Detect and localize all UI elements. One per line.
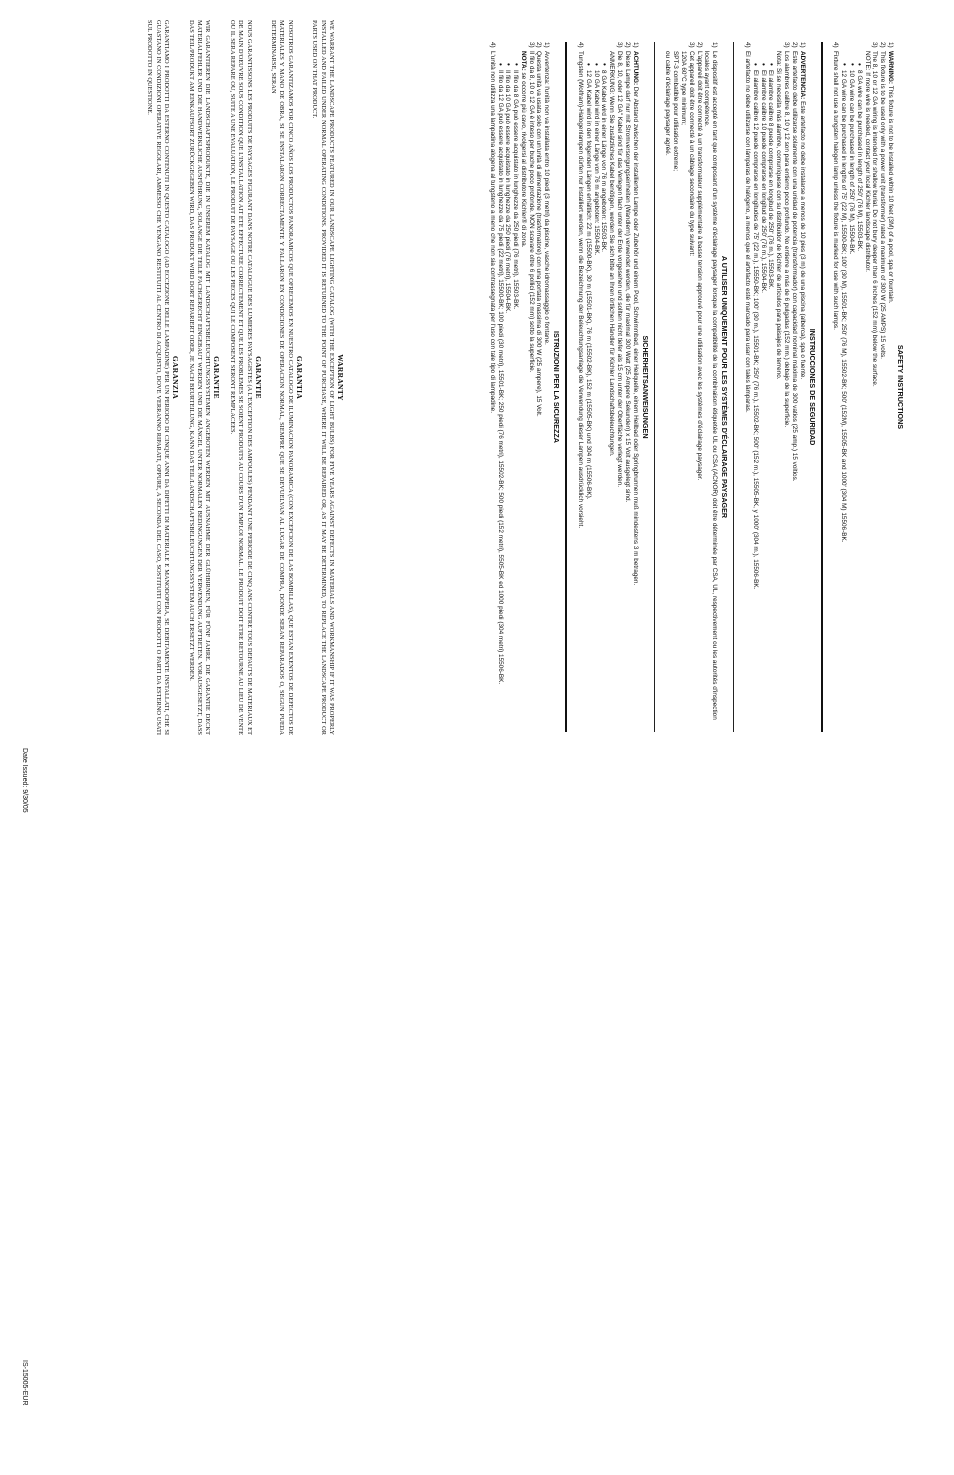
list-item: • 12 GA wire can be purchased in lengths of 75' (22 M), 15500-BK; 100' (30 M), 15501-BK; 250' (76 M), 15502-BK; 500' (152M), 15505-BK and 1000' (304 M) 15506-BK. bbox=[839, 63, 847, 732]
list-item: • Il filo da 8 GA può essere acquistato in lunghezze da 250 piedi (76 metri), 15503-BK. bbox=[511, 63, 519, 732]
list-item: 3) Die 8, 10, oder 12 GA" Kabel sind für das Verlegen flach unter der Erde vorgesehen und sollten nicht tiefer als 15 cm unter der Oberfläche verlegt werden. ANMERKUNG: Wenn Sie zusätzliches Kabel benötigen, werden Sie sich bitte an Ihren örtlichen Händler für Kichler Landschaftsbeleuchtungen. • 8 GA Kabel wird in einer Länge von 76 m angeboten: 15503-BK. • 10 GA Kabel wird in einer Länge von 76 m angeboten: 15504-BK. • 12 GA Kabel wird in den folgenden Längen erhältlich: 22 m (15500-BK), 30 m (15501-BK), 76 m (15502-BK), 152 m (15505-BK) und 304 m (15506-BK). bbox=[584, 42, 623, 732]
safety-list-fr bbox=[664, 42, 719, 732]
note: NOTE: If more wire is needed, contact your local Kichler landscape distributor. bbox=[863, 51, 871, 272]
list-item: 3) Il filo da 8, 10 o 12 GA è inteso per buche poco profonde. NON scavare oltre 6 pollici (152 mm) sotto la superficie. NOTA: se occorre più cavo, rivolgersi al distributore Kichler® di zona. • Il filo da 8 GA può essere acquistato in lunghezze da 250 piedi (76 metri), 15503-BK. • Il filo da 10 GA può essere acquistato in lunghezze da 250 piedi (76 metri), 15504-BK. • Il filo da 12 GA può essere acquistato in lunghezze da 75 piedi (22 metri), 15500-BK; 100 piedi (30 metri), 15501-BK; 250 piedi (76 metri), 15502-BK; 500 piedi (152 metri), 5505-BK ed 1000 piedi (304 metri) 15506-BK. bbox=[496, 42, 535, 732]
divider bbox=[654, 42, 655, 732]
list-item: • Il filo da 12 GA può essere acquistato in lunghezze da 75 piedi (22 metri), 15500-BK; 100 piedi (30 metri), 15501-BK; 250 piedi (76 metri), 15502-BK; 500 piedi (152 metri), 5505-BK ed 1000 piedi (304 metri) 15506-BK. bbox=[496, 63, 504, 732]
list-item: • 8 GA wire can be purchased in length of 250' (76 M), 15503-BK. bbox=[855, 63, 863, 732]
divider bbox=[733, 42, 734, 732]
list-item: 2) Diese Lampe darf nur mit Stromversorgungseinheiten (Wandlern) verwendet werden, die für maximal 300 Watt (25 Ampere Sekunden) x 15 Volt ausgelegt sind. bbox=[623, 42, 631, 503]
divider bbox=[565, 42, 567, 732]
warranty-title: GARANTIA bbox=[294, 355, 304, 400]
list-item: • Il filo da 10 GA può essere acquistato in lunghezze da 250 piedi (76 metri), 15504-BK. bbox=[504, 63, 512, 732]
safety-list-en bbox=[832, 42, 894, 732]
divider bbox=[821, 42, 823, 732]
list-item: 1) Avvertenza: l'unità non va installata entro 10 piedi (3 metri) da piscine, vasche idromassaggio o fontane. bbox=[543, 42, 551, 345]
warranty-text: NOSOTROS GARANTIZAMOS POR CINCO AÑOS LOS PRODUCTOS PANORAMICOS QUE OFRECEMOS EN NUESTRO CATALOGO DE ILUMINACION PANORAMICA (CON EXCEPCION DE LAS BOMBILLAS), QUE ESTAN EXENTOS DE DEFECTOS DE MATERIALES Y MANO DE OBRA, SI SE INSTALARON CORRECTAMENTE Y FALLARON EN CONDICIONES DE OPERACION NORMAL, SIEMPRE QUE SE DEVUELVAN AL LUGAR DE COMPRA, DONDE SERAN REPARADOS O, SEGUN PUEDA DETERMINARSE, SERAN bbox=[269, 20, 294, 735]
list-item: • 10 GA wire can be purchased in length of 250' (76 M), 15504-BK. bbox=[847, 63, 855, 732]
warranty-title: GARANZIA bbox=[171, 355, 181, 400]
safety-section-en bbox=[828, 42, 905, 732]
warranty-section bbox=[65, 20, 345, 735]
warranty-title: GARANTIE bbox=[212, 356, 222, 399]
warranty-text: WIR GARANTIEREN DIE LANDSCHAFTSPRODUKTE, DIE IN UNSEREM KATALOG MIT LANDSCHAFTSBELEUCHTUNGSSYSTEMEN ANGEBOTEN WERDEN MIT AUSNAHME DER GLÜHBIRNEN, FÜR FÜNF JAHRE. DIE GARANTIE DECKT MATERIALFEHLER UND DIE HANDWERKLICHE AUSFÜHRUNG, SOLANGE DIE TEILE FACHGERECHT EINGEBAUT WERDEN UND DIE MÄNGEL UNTER NORMALEN BEDINGUNGEN DER VERWENDUNG AUFTRETEN. VORAUSGESETZT, DASS DAS TEIL/PRODUKT AM EINKAUFSORT ZURÜCKGEGEBEN WIRD, DAS PRODUKT WIRD DORT REPARIERT ODER, JE NACH BEURTEILUNG, KANN DAS TEIL/LANDSCHAFTSBELEUCHTUNGSSYSTEM AUCH ERSETZT WERDEN. bbox=[187, 20, 212, 735]
safety-section-es bbox=[739, 42, 816, 732]
safety-section-fr bbox=[660, 42, 730, 732]
list-item: 3) Los alambres calibre 8, 10 y 12 son para entierro poco profundo. No entierre a más de 6 pulgadas (152 mm.) debajo de la superficie. Nota: Si se necesita más alambre, comuníquese con su distribuidor de Kichler de artículos para paisajes de terreno. • El alambre calibre 8 puede comprarse en longitud de 250' (76 m.), 15503-BK. • El alambre calibre 10 puede comprarse en longitud de 250' (76 m.), 15504-BK. • El alambre calibre 12 puede comprarse en longitudes de 75' (22 m.), 15550-BK; 100' (30 m.), 15501-BK; 250' (76 m.), 15502-BK; 500' (152 m.), 15505-BK, y 1000' (304 m.), 15506-BK. bbox=[751, 42, 790, 732]
warranty-title: WARRANTY bbox=[336, 354, 345, 401]
list-item: 2) Este artefacto debe utilizarse solamente con una unidad de potencia (transformador) con capacidad nominal máxima de 300 vatios (25 amp.) 15 voltios. bbox=[790, 42, 798, 482]
warranty-it bbox=[145, 20, 180, 735]
list-item: • El alambre calibre 10 puede comprarse en longitud de 250' (76 m.), 15504-BK. bbox=[759, 63, 767, 732]
list-item: • El alambre calibre 12 puede comprarse en longitudes de 75' (22 m.), 15550-BK; 100' (30 m.), 15501-BK; 250' (76 m.), 15502-BK; 500' (152 m.), 15505-BK, y 1000' (304 m.), 15506-BK. bbox=[751, 63, 759, 732]
warranty-text: WE WARRANT THE LANDSCAPE PRODUCTS FEATURED IN OUR LANDSCAPE LIGHTING CATALOG (WITH THE EXCEPTION OF LIGHT BULBS) FOR FIVE YEARS AGAINST DEFECTS IN MATERIALS AND WORKMANSHIP IF IT WAS PROPERLY INSTALLED AND FAILED UNDER NORMAL OPERATING CONDITIONS. PROVIDED IT IS RETURNED TO THE POINT OF PURCHASE, WHERE IT WILL BE REPAIRED OR, AS IT MAY BE DETERMINED, TO REPLACE THE LANDSCAPE PRODUCT OR PARTS USED ON THAT PRODUCT. bbox=[311, 20, 335, 735]
list-item: 4) El artefacto no debe utilizarse con lámparas de halógeno, a menos que el artefacto esté marcado para usar con tales lámparas. bbox=[744, 42, 752, 413]
wire-list bbox=[751, 51, 774, 732]
list-item: 4) Tungsten (Wolfram)-Halogenlampen dürfen nur installiert werden, wenn die Bezeichnung der Beleuchtungsanlage die Verwendung dieser Lampen ausdrücklich vorsieht. bbox=[577, 42, 585, 529]
safety-list-it bbox=[488, 42, 550, 732]
safety-instructions bbox=[488, 42, 905, 732]
safety-section-it bbox=[484, 42, 561, 732]
wire-list bbox=[584, 51, 607, 732]
warranty-fr bbox=[227, 20, 262, 735]
note: ANMERKUNG: Wenn Sie zusätzliches Kabel benötigen, werden Sie sich bitte an Ihren örtlichen Händler für Kichler Landschaftsbeleuchtungen. bbox=[608, 51, 616, 457]
list-item: 1) Le dispositif est accepté en tant que composant d'un système d'éclairage paysager lorsque la compatibilité de la combinaison étiquetée UL ou CSA (ACNOR) doit être déterminée par CSA, UL, respectivement ou les autorités d'inspection locales ayant compétence. bbox=[703, 42, 719, 720]
warranty-text: GARANTIAMO I PRODOTTI DA ESTERNO CONTENUTI IN QUESTO CATALOGO (AD ECCEZIONE DELLE LAMPADINE) PER UN PERIODO DI CINQUE ANNI DA DIFETTI DI MATERIALE E MANODOPERA, SE DEBITAMENTE INSTALLATI, CHE SI GUASTANO IN CONDIZIONI OPERATIVE REGOLARI, AMMESSO CHE VENGANO RESTITUITI AL CENTRO DI ACQUISTO, DOVE VERRANNO RIPARATI, OPPURE, A SECONDA DEL CASO, SOSTITUITI CON PRODOTTI O PARTI DA ESTERNO USATI SUL PRODOTTO IN QUESTIONE. bbox=[146, 20, 171, 735]
list-item: 2) Questa unità va usata solo con un'unità di alimentazione (trasformatore) con una portata massima di 300 W (25 ampere), 15 Volt. bbox=[535, 42, 543, 417]
warranty-es bbox=[269, 20, 304, 735]
warranty-title: GARANTIE bbox=[253, 356, 263, 399]
warranty-de bbox=[186, 20, 221, 735]
safety-title-es: INSTRUCCIONES DE SEGURIDAD bbox=[807, 328, 817, 446]
document-id: IS-15005-EUR bbox=[21, 1360, 28, 1406]
safety-title-de: SICHERHEITSANWEISUNGEN bbox=[640, 335, 650, 439]
date-issued: Date Issued: 9/30/05 bbox=[21, 748, 28, 813]
safety-section-de bbox=[572, 42, 649, 732]
wire-list bbox=[839, 51, 862, 732]
warranty-en bbox=[310, 20, 345, 735]
wire-list bbox=[496, 51, 519, 732]
list-item: • 10 GA Kabel wird in einer Länge von 76 m angeboten: 15504-BK. bbox=[592, 63, 600, 732]
list-item: • 8 GA Kabel wird in einer Länge von 76 m angeboten: 15503-BK. bbox=[600, 63, 608, 732]
list-item: 4) L'unità non utilizza una lampadina alogena al tungsteno a meno che non sia contrassegnata per l'uso con tale tipo di lampadine. bbox=[488, 42, 496, 413]
list-item: 2) L'appareil doit être connecté à un transformateur supplémentaire à basse tension approuvé pour une utilisation avec les systèmes d'éclairage paysager. bbox=[695, 42, 703, 481]
safety-title-it: ISTRUZIONI PER LA SICUREZZA bbox=[552, 331, 562, 443]
safety-title-fr: A UTILISER UNIQUEMENT POUR LES SYSTÈMES D'ÉCLAIRAGE PAYSAGER bbox=[720, 255, 730, 519]
list-item: 3) The 8, 10 or 12 GA wiring is intended for shallow burial. Do not bury deeper than 6 inches (152 mm) below the surface. NOTE: If more wire is needed, contact your local Kichler landscape distributor. • 8 GA wire can be purchased in length of 250' (76 M), 15503-BK. • 10 GA wire can be purchased in length of 250' (76 M), 15504-BK. • 12 GA wire can be purchased in lengths of 75' (22 M), 15500-BK; 100' (30 M), 15501-BK; 250' (76 M), 15502-BK; 500' (152M), 15505-BK and 1000' (304 M) 15506-BK. bbox=[839, 42, 878, 732]
note: Nota: Si se necesita más alambre, comuníquese con su distribuidor de Kichler de artículos para paisajes de terreno. bbox=[775, 51, 783, 380]
list-item: • 12 GA Kabel wird in den folgenden Längen erhältlich: 22 m (15500-BK), 30 m (15501-BK), 76 m (15502-BK), 152 m (15505-BK) und 304 m (15506-BK). bbox=[584, 63, 592, 732]
list-item: 4) Fixture shall not use a tungsten halogen lamp unless the fixture is marked for use with such lamps. bbox=[832, 42, 840, 330]
safety-list-es bbox=[743, 42, 805, 732]
list-item: 2) This fixture is to be used only with a power unit (transformer) rated a maximum of 300 W (25 AMPS) 15 volts. bbox=[879, 42, 887, 359]
list-item: 3) Cet appareil doit être connecté à un câblage secondaire du type suivant: 120A 60°C type minimum; SPT-3 combatible pour utilisation extreme; ou cable d'éclairage paysager agréé. bbox=[664, 42, 695, 256]
list-item: 1) WARNING: This fixture is not to be installed within 10 feet (3M) of a pool, spa or fountain. bbox=[887, 42, 894, 304]
safety-title-en: SAFETY INSTRUCTIONS bbox=[896, 344, 905, 430]
note: NOTA: se occorre più cavo, rivolgersi al distributore Kichler® di zona. bbox=[519, 51, 527, 248]
warranty-text: NOUS GARANTISSONS LES PRODUITS DE PAYSAGES FIGURANT DANS NOTRE CATALOGUE DES LUMIERES PAYSAGISTES (A L'EXCEPTION DES AMPOULES) PENDANT UNE PERIODE DE CINQ ANS CONTRE TOUS DEFAUTS DE MATERIAUX ET DE MAIN D'OEUVRE SOUS CONDITION QUE L'INSTALLATION AIT ETE EFFECTUEE CORRECTEMENT ET QUE LES PROBLEMES SE SOIENT PRODUITS AU COURS D'UN EMPLOI NORMAL. LE PRODUIT DOIT ETRE RETOURNE AU LIEU DE VENTE OU IL SERA REPARE OU, SUITE A UNE EVALUATION, LE PRODUIT DE PAYSAGE OU LES PIECES QUI LE COMPOSENT SERONT REMPLACEES. bbox=[228, 20, 253, 735]
list-item: 1) ADVERTENCIA: Este artefacto no debe instalarse a menos de 10 pies (3 m) de una piscina (alberca), spa o fuente. bbox=[798, 42, 806, 380]
list-item: 1) ACHTUNG: Der Abstand zwischen der installierten Lampe oder Zubehör und einem Pool, Schwimmbad, einer Heilquelle, einem Heilbad oder Springbrunnen muß mindestens 3 m betragen. bbox=[631, 42, 639, 586]
safety-list-de bbox=[576, 42, 638, 732]
list-item: • El alambre calibre 8 puede comprarse en longitud de 250' (76 m.), 15503-BK. bbox=[767, 63, 775, 732]
